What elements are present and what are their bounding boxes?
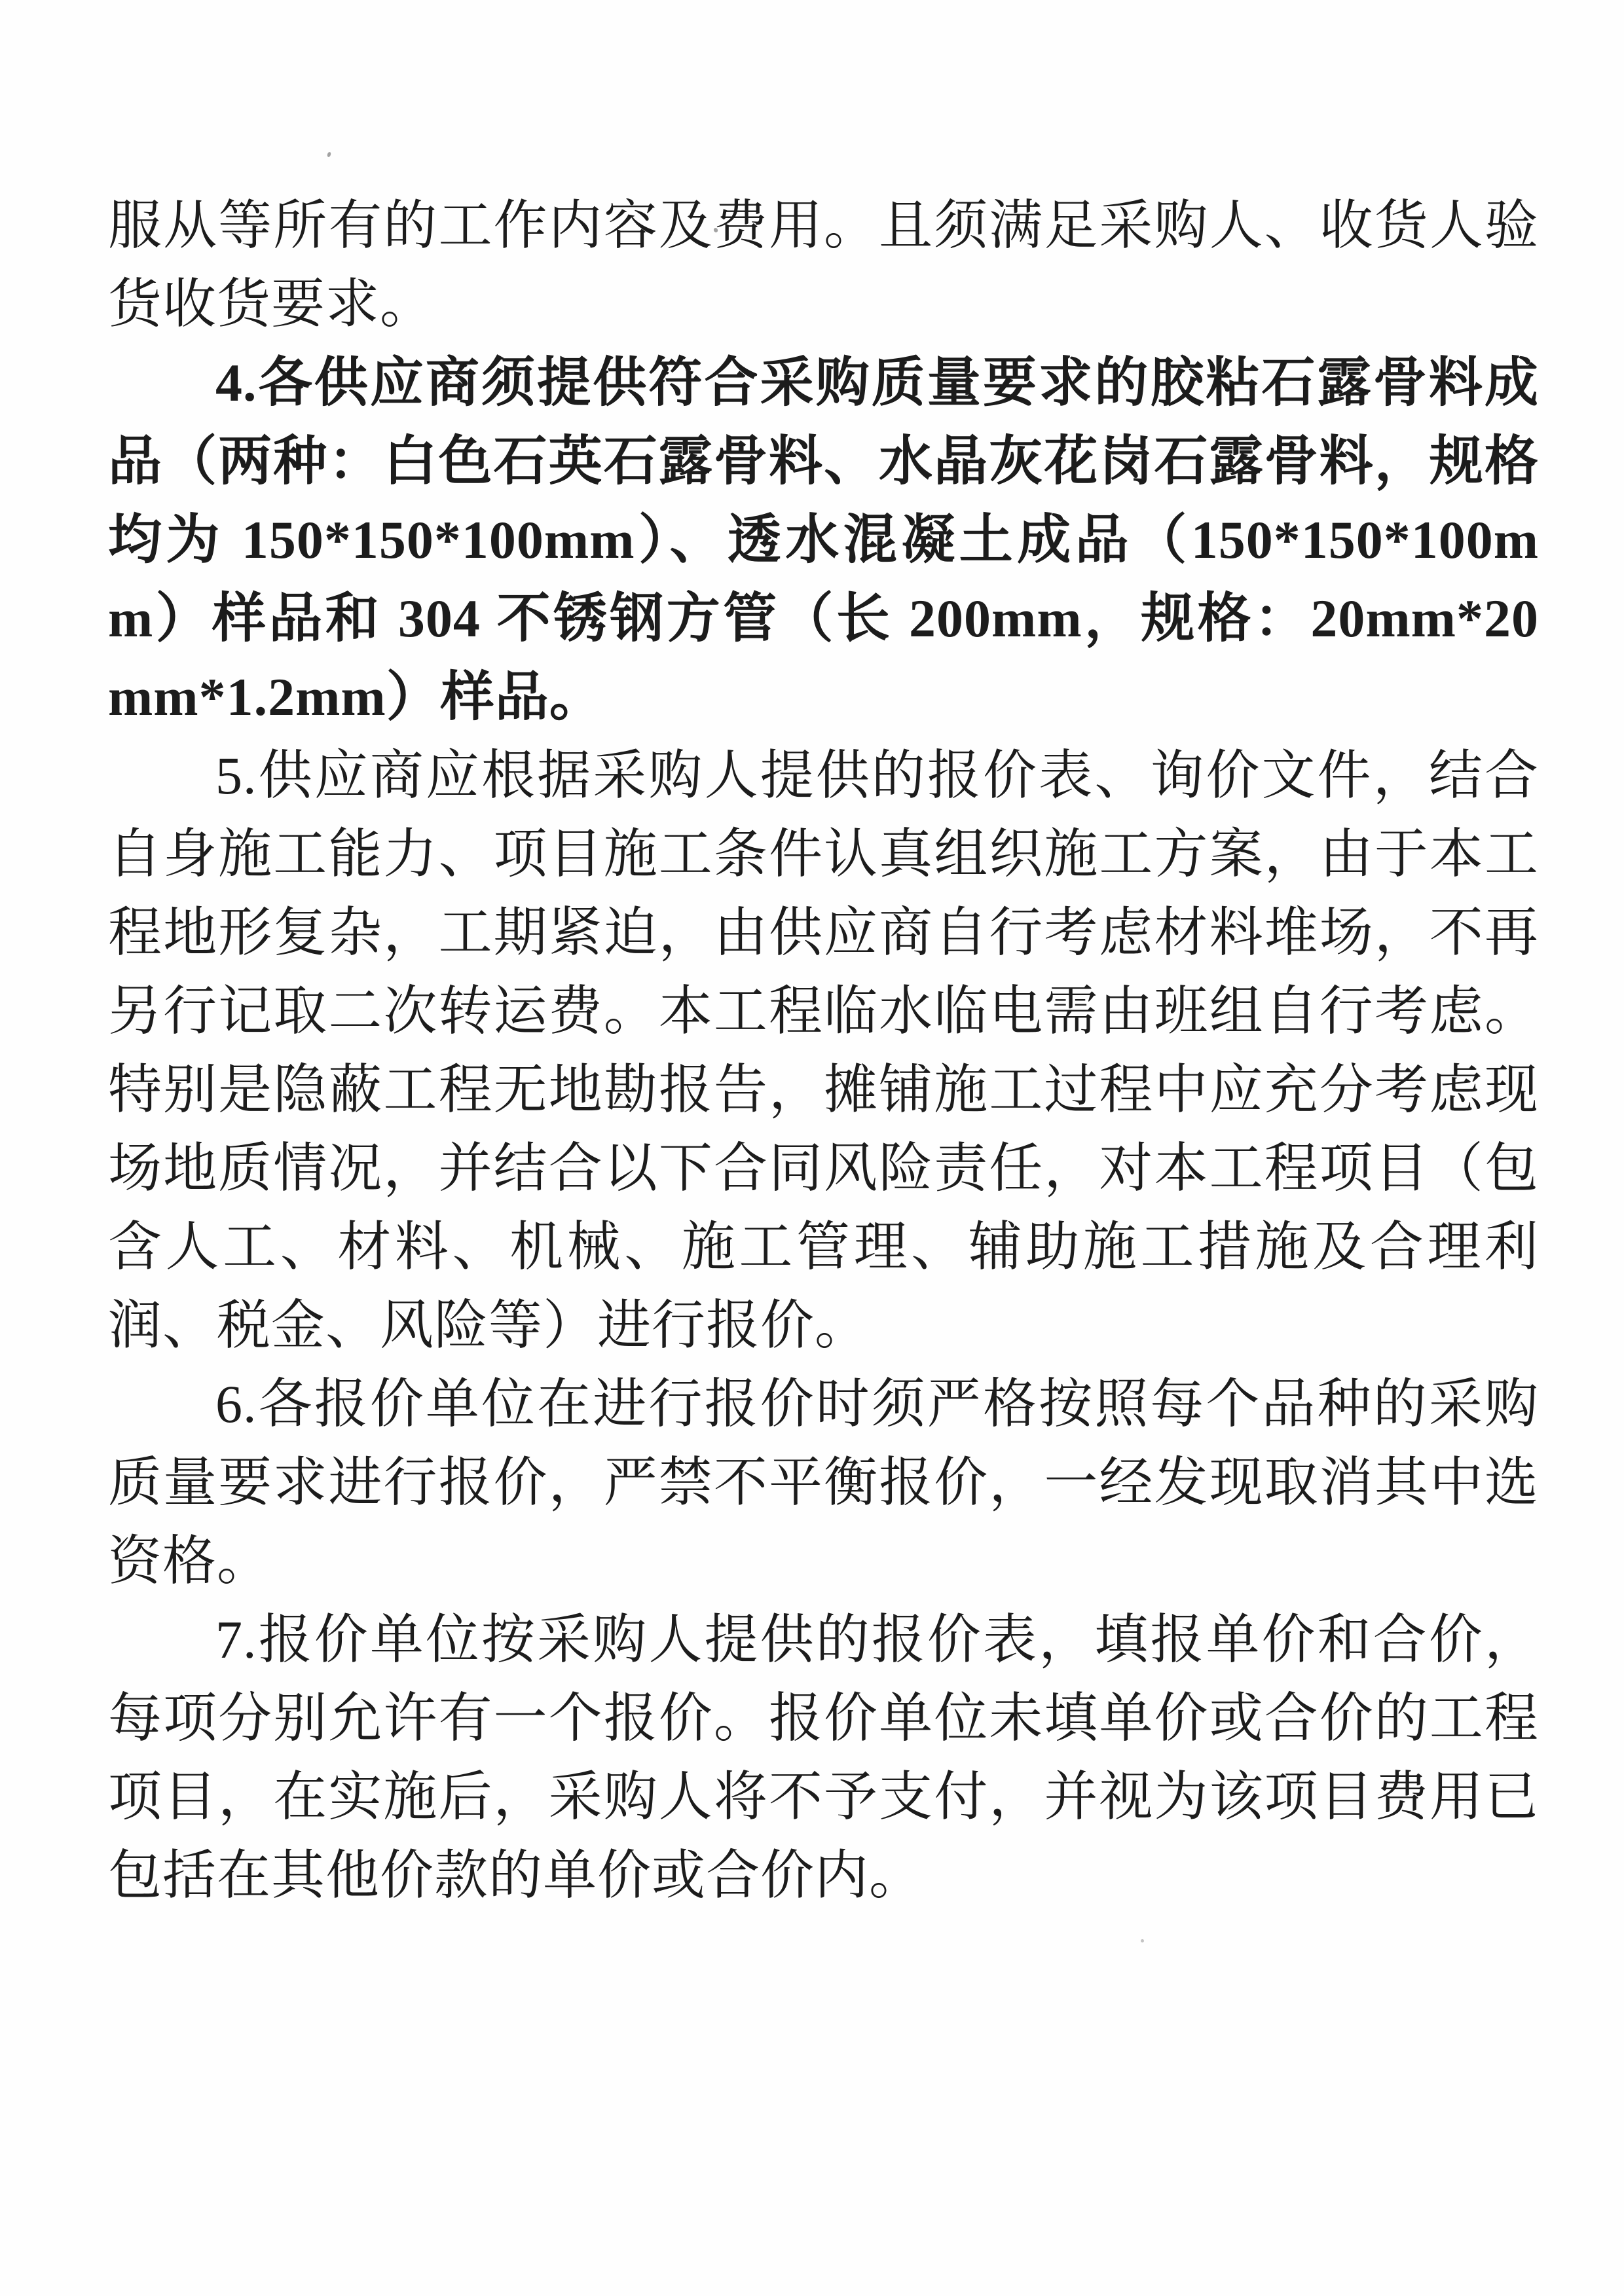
document-body [108,187,1539,1915]
paragraph: 6.各报价单位在进行报价时须严格按照每个品种的采购质量要求进行报价，严禁不平衡报价，一经发现取消其中选资格。 [108,1374,1539,1591]
paragraph: 4.各供应商须提供符合采购质量要求的胶粘石露骨料成品（两种：白色石英石露骨料、水晶灰花岗石露骨料，规格均为 150*150*100mm）、透水混凝土成品（150*150*100mm）样品和 304 不锈钢方管（长 200mm，规格：20mm*20mm*1.2mm）样品。 [108,353,1539,727]
scan-speck [327,151,331,157]
paragraph: 服从等所有的工作内容及费用。且须满足采购人、收货人验货收货要求。 [108,196,1539,334]
scan-speck [1141,1939,1144,1942]
paragraph: 5.供应商应根据采购人提供的报价表、询价文件，结合自身施工能力、项目施工条件认真组织施工方案，由于本工程地形复杂，工期紧迫，由供应商自行考虑材料堆场，不再另行记取二次转运费。本工程临水临电需由班组自行考虑。特别是隐蔽工程无地勘报告，摊铺施工过程中应充分考虑现场地质情况，并结合以下合同风险责任，对本工程项目（包含人工、材料、机械、施工管理、辅助施工措施及合理利润、税金、风险等）进行报价。 [108,746,1539,1355]
paragraph: 7.报价单位按采购人提供的报价表，填报单价和合价，每项分别允许有一个报价。报价单位未填单价或合价的工程项目，在实施后，采购人将不予支付，并视为该项目费用已包括在其他价款的单价或合价内。 [108,1610,1539,1905]
